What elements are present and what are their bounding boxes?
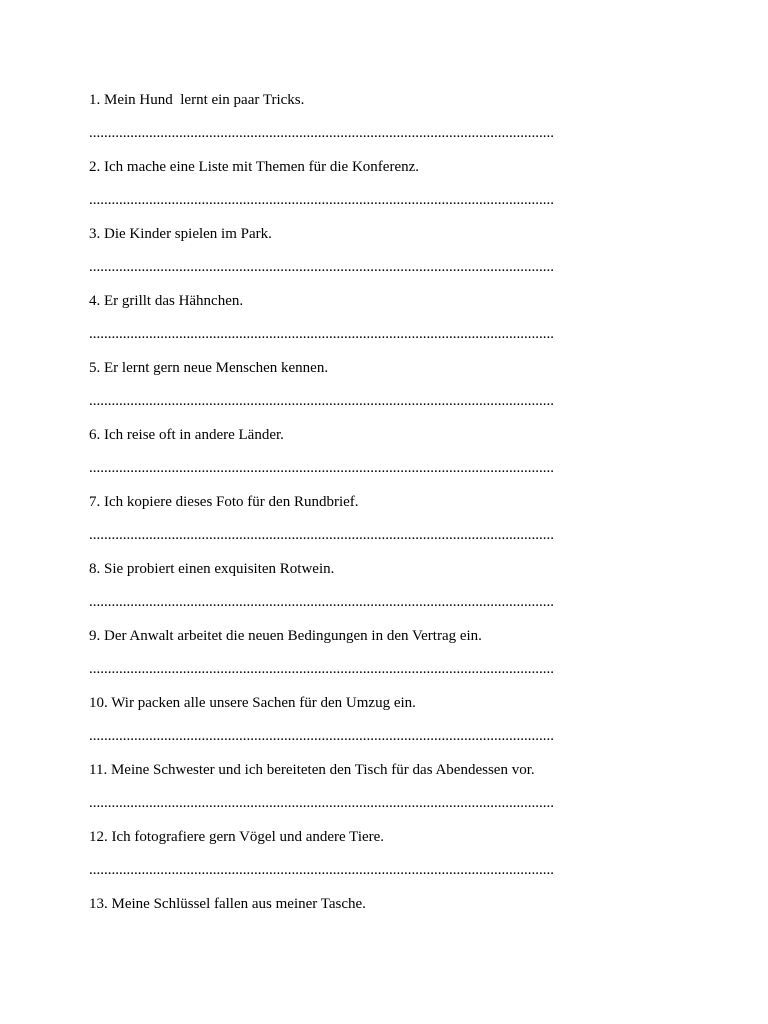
exercise-sentence: 8. Sie probiert einen exquisiten Rotwein. <box>89 561 335 577</box>
exercise-item <box>89 693 559 760</box>
answer-line[interactable]: ............................................................................................................................ <box>89 795 554 811</box>
exercise-item <box>89 425 559 492</box>
exercise-sentence: 1. Mein Hund lernt ein paar Tricks. <box>89 92 305 108</box>
answer-line[interactable]: ............................................................................................................................ <box>89 527 554 543</box>
exercise-item <box>89 291 559 358</box>
exercise-item <box>89 626 559 693</box>
exercise-item <box>89 157 559 224</box>
answer-line[interactable]: ............................................................................................................................ <box>89 326 554 342</box>
exercise-sentence: 13. Meine Schlüssel fallen aus meiner Tasche. <box>89 896 366 912</box>
answer-line[interactable]: ............................................................................................................................ <box>89 728 554 744</box>
exercise-sentence: 12. Ich fotografiere gern Vögel und andere Tiere. <box>89 829 385 845</box>
exercise-item <box>89 559 559 626</box>
answer-line[interactable]: ............................................................................................................................ <box>89 125 554 141</box>
exercise-sentence: 9. Der Anwalt arbeitet die neuen Bedingungen in den Vertrag ein. <box>89 628 482 644</box>
answer-line[interactable]: ............................................................................................................................ <box>89 661 554 677</box>
exercise-sentence: 4. Er grillt das Hähnchen. <box>89 293 244 309</box>
answer-line[interactable]: ............................................................................................................................ <box>89 862 554 878</box>
exercise-item <box>89 827 559 894</box>
exercise-item <box>89 358 559 425</box>
answer-line[interactable]: ............................................................................................................................ <box>89 192 554 208</box>
exercise-item <box>89 90 559 157</box>
worksheet <box>89 90 559 961</box>
answer-line[interactable]: ............................................................................................................................ <box>89 393 554 409</box>
exercise-sentence: 7. Ich kopiere dieses Foto für den Rundbrief. <box>89 494 359 510</box>
exercise-sentence: 6. Ich reise oft in andere Länder. <box>89 427 284 443</box>
exercise-item <box>89 492 559 559</box>
exercise-sentence: 2. Ich mache eine Liste mit Themen für die Konferenz. <box>89 159 420 175</box>
exercise-item <box>89 224 559 291</box>
answer-line[interactable]: ............................................................................................................................ <box>89 259 554 275</box>
exercise-sentence: 3. Die Kinder spielen im Park. <box>89 226 272 242</box>
exercise-sentence: 11. Meine Schwester und ich bereiteten den Tisch für das Abendessen vor. <box>89 762 535 778</box>
exercise-sentence: 5. Er lernt gern neue Menschen kennen. <box>89 360 329 376</box>
exercise-sentence: 10. Wir packen alle unsere Sachen für den Umzug ein. <box>89 695 416 711</box>
exercise-item <box>89 760 559 827</box>
answer-line[interactable]: ............................................................................................................................ <box>89 594 554 610</box>
answer-line[interactable]: ............................................................................................................................ <box>89 460 554 476</box>
exercise-item <box>89 894 559 961</box>
